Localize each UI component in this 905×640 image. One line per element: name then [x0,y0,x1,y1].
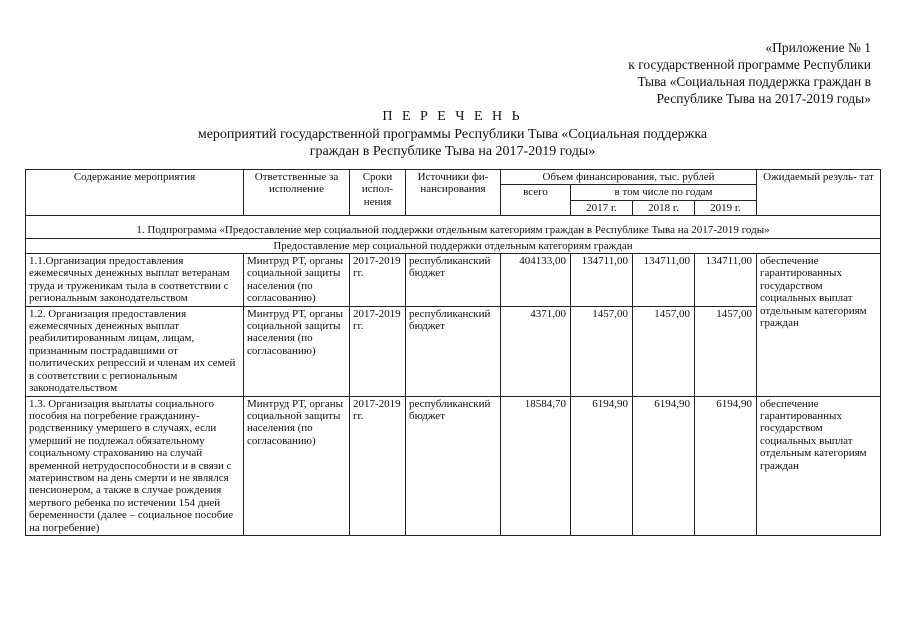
appendix-line: Республике Тыва на 2017-2019 годы» [656,91,871,106]
section-title: Предоставление мер социальной поддержки отдельным категориям граждан [26,238,881,253]
measures-table [25,169,881,536]
measure-2019: 6194,90 [695,396,757,535]
header-responsible: Ответственные за исполнение [244,170,350,216]
table-row [26,254,881,307]
appendix-block [571,39,871,107]
appendix-line: к государственной программе Республики [628,57,871,72]
measure-2017: 134711,00 [571,254,633,307]
measure-2019: 1457,00 [695,306,757,396]
measure-2017: 1457,00 [571,306,633,396]
measure-result: обеспечение гарантированных государством социальных выплат отдельным категориям граждан [757,396,881,535]
measure-source: республиканский бюджет [406,254,501,307]
header-row [26,170,881,185]
subprogram-row [26,216,881,238]
measure-total: 18584,70 [501,396,571,535]
appendix-line: Тыва «Социальная поддержка граждан в [637,74,871,89]
header-volume: Объем финансирования, тыс. рублей [501,170,757,185]
document-subtitle-line: граждан в Республике Тыва на 2017-2019 годы» [309,144,596,159]
measure-responsible: Минтруд РТ, органы социальной защиты населения (по согласованию) [244,306,350,396]
measure-content: 1.2. Организация предоставления ежемесячных денежных выплат реабилитированным лицам, лицам, признанным пострадавшими от политических репрессий и членам их семей в соответствии с региональным законодательством [26,306,244,396]
header-including: в том числе по годам [571,185,757,200]
measure-total: 4371,00 [501,306,571,396]
header-year-2018: 2018 г. [633,200,695,215]
table-row [26,396,881,535]
appendix-line: «Приложение № 1 [765,40,871,55]
measure-terms: 2017-2019 гг. [350,396,406,535]
measure-source: республиканский бюджет [406,306,501,396]
header-result: Ожидаемый резуль- тат [757,170,881,216]
document-heading [0,108,905,160]
measure-terms: 2017-2019 гг. [350,254,406,307]
measure-total: 404133,00 [501,254,571,307]
table-row [26,306,881,396]
measure-2019: 134711,00 [695,254,757,307]
measure-content: 1.1.Организация предоставления ежемесячных денежных выплат ветеранам труда и труженикам тыла в соответствии с региональным законодательством [26,254,244,307]
header-terms: Сроки испол- нения [350,170,406,216]
document-subtitle-line: мероприятий государственной программы Республики Тыва «Социальная поддержка [197,127,708,142]
measure-result: обеспечение гарантированных государством социальных выплат отдельным категориям граждан [757,254,881,396]
header-year-2017: 2017 г. [571,200,633,215]
header-content: Содержание мероприятия [26,170,244,216]
section-row [26,238,881,253]
measure-content: 1.3. Организация выплаты социального пособия на погребение гражданину-родственнику умершего в случаях, если умерший не подлежал обязательному социальному страхованию на случай временной нетрудоспособности и в связи с материнством на день смерти и не являлся пенсионером, а также в случае рождения мертвого ребенка по истечении 154 дней беременности (далее – социальное пособие на погребение) [26,396,244,535]
header-year-2019: 2019 г. [695,200,757,215]
measure-2018: 1457,00 [633,306,695,396]
measure-source: республиканский бюджет [406,396,501,535]
measure-responsible: Минтруд РТ, органы социальной защиты населения (по согласованию) [244,396,350,535]
subprogram-title: 1. Подпрограмма «Предоставление мер социальной поддержки отдельным категориям граждан в Республике Тыва на 2017-2019 годы» [26,216,881,238]
measure-responsible: Минтруд РТ, органы социальной защиты населения (по согласованию) [244,254,350,307]
header-total: всего [501,185,571,216]
document-title: П Е Р Е Ч Е Н Ь [382,109,523,124]
measure-2018: 6194,90 [633,396,695,535]
measure-terms: 2017-2019 гг. [350,306,406,396]
header-sources: Источники фи- нансирования [406,170,501,216]
measure-2018: 134711,00 [633,254,695,307]
measure-2017: 6194,90 [571,396,633,535]
